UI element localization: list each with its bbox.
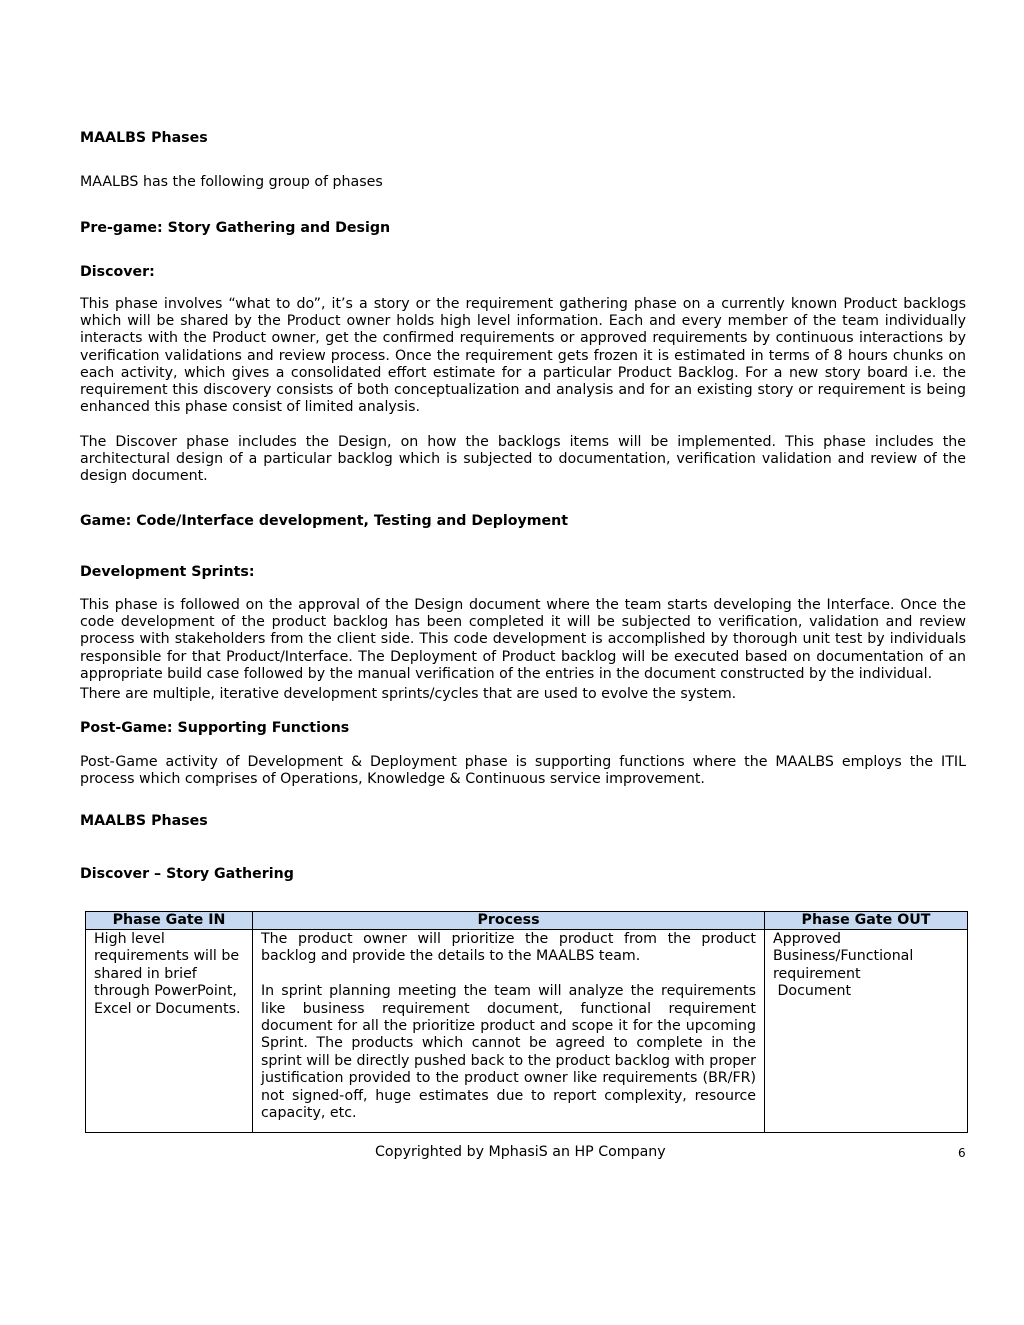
footer-copyright: Copyrighted by MphasiS an HP Company xyxy=(375,1144,666,1160)
gate-out-line: Business/Functional xyxy=(773,948,914,965)
phases-intro-text: MAALBS has the following group of phases xyxy=(80,174,383,190)
process-paragraph-2: In sprint planning meeting the team will analyze the requirements like business requirement document, functional requirement document for all the prioritize product and scope it for the upcoming Sprint. The products which cannot be agreed to complete in the sprint will be directly pushed back to the product backlog with proper justification provided to the product owner like requirements (BR/FR) not signed-off, huge estimates due to report complexity, resource capacity, etc. xyxy=(261,983,756,1122)
gate-in-line: Excel or Documents. xyxy=(94,1000,241,1017)
header-phase-gate-in: Phase Gate IN xyxy=(86,912,253,930)
section-heading-development-sprints: Development Sprints: xyxy=(80,564,255,580)
section-heading-maalbs-phases-2: MAALBS Phases xyxy=(80,813,208,829)
discover-paragraph-2: The Discover phase includes the Design, on how the backlogs items will be implemented. This phase includes the architectural design of a particular backlog which is subjected to documentation, verification validation and review of the design document. xyxy=(80,434,966,485)
table-header-row xyxy=(86,912,968,930)
header-phase-gate-out: Phase Gate OUT xyxy=(765,912,968,930)
table-row xyxy=(86,930,968,1133)
section-heading-pregame: Pre-game: Story Gathering and Design xyxy=(80,220,391,236)
gate-in-line: High level xyxy=(94,931,165,947)
development-sprints-paragraph: This phase is followed on the approval of the Design document where the team starts developing the Interface. Once the code development of the product backlog has been completed it will be subjected to verification, validation and review process with stakeholders from the client side. This code development is accomplished by thorough unit test by individuals responsible for that Product/Interface. The Deployment of Product backlog will be executed based on documentation of an appropriate build case followed by the manual verification of the entries in the document constructed by the individual. xyxy=(80,597,966,682)
process-paragraph-1: The product owner will prioritize the product from the product backlog and provide the details to the MAALBS team. xyxy=(261,931,756,965)
section-heading-game: Game: Code/Interface development, Testing and Deployment xyxy=(80,513,569,529)
cell-gate-in xyxy=(86,930,253,1133)
page-number: 6 xyxy=(958,1146,966,1160)
section-heading-discover: Discover: xyxy=(80,264,155,280)
development-sprints-iterative-line: There are multiple, iterative development sprints/cycles that are used to evolve the system. xyxy=(80,686,737,702)
gate-out-line: requirement xyxy=(773,965,861,982)
cell-gate-out xyxy=(765,930,968,1133)
gate-in-line: requirements will be xyxy=(94,948,240,965)
gate-in-line: through PowerPoint, xyxy=(94,983,237,1000)
cell-process xyxy=(253,930,765,1133)
section-heading-discover-story-gathering: Discover – Story Gathering xyxy=(80,866,294,882)
discover-paragraph-1: This phase involves “what to do”, it’s a story or the requirement gathering phase on a currently known Product backlogs which will be shared by the Product owner holds high level information. Each and every member of the team individually interacts with the Product owner, get the confirmed requirements or approved requirements by continuous interactions by verification validations and review process. Once the requirement gets frozen it is estimated in terms of 8 hours chunks on each activity, which gives a consolidated effort estimate for a particular Product Backlog. For a new story board i.e. the requirement this discovery consists of both conceptualization and analysis and for an existing story or requirement is being enhanced this phase consist of limited analysis. xyxy=(80,296,966,416)
gate-in-line: shared in brief xyxy=(94,965,197,982)
phase-gate-table xyxy=(85,911,968,1133)
section-heading-postgame: Post-Game: Supporting Functions xyxy=(80,720,350,736)
section-heading-maalbs-phases: MAALBS Phases xyxy=(80,130,208,146)
header-process: Process xyxy=(253,912,765,930)
gate-out-line: Document xyxy=(773,983,852,1000)
postgame-paragraph: Post-Game activity of Development & Deployment phase is supporting functions where the MAALBS employs the ITIL process which comprises of Operations, Knowledge & Continuous service improvement. xyxy=(80,754,966,788)
gate-out-line: Approved xyxy=(773,931,842,947)
